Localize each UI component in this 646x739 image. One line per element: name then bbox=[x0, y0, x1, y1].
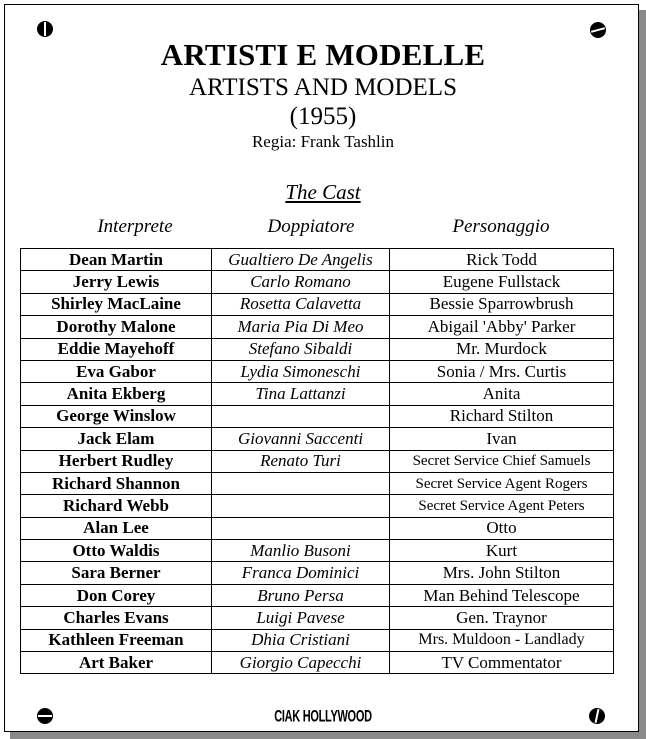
role-cell: Rick Todd bbox=[390, 249, 614, 271]
dubber-cell bbox=[212, 405, 390, 427]
dubber-cell: Giovanni Saccenti bbox=[212, 428, 390, 450]
actor-cell: Jerry Lewis bbox=[21, 271, 212, 293]
table-row bbox=[21, 383, 614, 405]
role-cell: Secret Service Chief Samuels bbox=[390, 450, 614, 472]
cast-table-body bbox=[21, 249, 614, 674]
actor-cell: Eva Gabor bbox=[21, 360, 212, 382]
table-row bbox=[21, 360, 614, 382]
screw-icon bbox=[590, 22, 606, 38]
dubber-cell bbox=[212, 495, 390, 517]
table-row bbox=[21, 540, 614, 562]
role-cell: Mrs. John Stilton bbox=[390, 562, 614, 584]
actor-cell: Jack Elam bbox=[21, 428, 212, 450]
role-cell: TV Commentator bbox=[390, 652, 614, 674]
table-row bbox=[21, 652, 614, 674]
table-row bbox=[21, 338, 614, 360]
english-title: ARTISTS AND MODELS bbox=[189, 74, 457, 101]
dubber-cell: Gualtiero De Angelis bbox=[212, 249, 390, 271]
table-row bbox=[21, 607, 614, 629]
table-row bbox=[21, 472, 614, 494]
brand-logo: CIAK HOLLYWOOD bbox=[274, 708, 372, 726]
dubber-cell bbox=[212, 517, 390, 539]
actor-cell: Herbert Rudley bbox=[21, 450, 212, 472]
role-cell: Secret Service Agent Rogers bbox=[390, 472, 614, 494]
column-header-personaggio: Personaggio bbox=[452, 216, 550, 237]
table-row bbox=[21, 450, 614, 472]
actor-cell: Kathleen Freeman bbox=[21, 629, 212, 651]
table-row bbox=[21, 293, 614, 315]
role-cell: Sonia / Mrs. Curtis bbox=[390, 360, 614, 382]
screw-icon bbox=[37, 21, 53, 37]
actor-cell: Dean Martin bbox=[21, 249, 212, 271]
actor-cell: Don Corey bbox=[21, 584, 212, 606]
cast-heading-text: The Cast bbox=[285, 180, 361, 204]
dubber-cell: Lydia Simoneschi bbox=[212, 360, 390, 382]
actor-cell: Alan Lee bbox=[21, 517, 212, 539]
role-cell: Otto bbox=[390, 517, 614, 539]
actor-cell: Anita Ekberg bbox=[21, 383, 212, 405]
dubber-cell: Manlio Busoni bbox=[212, 540, 390, 562]
role-cell: Secret Service Agent Peters bbox=[390, 495, 614, 517]
dubber-cell bbox=[212, 472, 390, 494]
actor-cell: Otto Waldis bbox=[21, 540, 212, 562]
actor-cell: Richard Shannon bbox=[21, 472, 212, 494]
actor-cell: Dorothy Malone bbox=[21, 316, 212, 338]
dubber-cell: Tina Lattanzi bbox=[212, 383, 390, 405]
table-row bbox=[21, 629, 614, 651]
cast-table bbox=[20, 248, 614, 674]
role-cell: Gen. Traynor bbox=[390, 607, 614, 629]
actor-cell: Richard Webb bbox=[21, 495, 212, 517]
director-credit: Regia: Frank Tashlin bbox=[251, 132, 395, 151]
table-row bbox=[21, 316, 614, 338]
table-row bbox=[21, 271, 614, 293]
column-header-doppiatore: Doppiatore bbox=[267, 216, 355, 237]
dubber-cell: Carlo Romano bbox=[212, 271, 390, 293]
page-title: ARTISTI E MODELLE bbox=[160, 37, 486, 72]
dubber-cell: Renato Turi bbox=[212, 450, 390, 472]
actor-cell: Art Baker bbox=[21, 652, 212, 674]
role-cell: Mrs. Muldoon - Landlady bbox=[390, 629, 614, 651]
table-row bbox=[21, 405, 614, 427]
role-cell: Abigail 'Abby' Parker bbox=[390, 316, 614, 338]
table-row bbox=[21, 584, 614, 606]
dubber-cell: Rosetta Calavetta bbox=[212, 293, 390, 315]
role-cell: Man Behind Telescope bbox=[390, 584, 614, 606]
table-row bbox=[21, 495, 614, 517]
role-cell: Kurt bbox=[390, 540, 614, 562]
dubber-cell: Dhia Cristiani bbox=[212, 629, 390, 651]
role-cell: Anita bbox=[390, 383, 614, 405]
dubber-cell: Giorgio Capecchi bbox=[212, 652, 390, 674]
role-cell: Bessie Sparrowbrush bbox=[390, 293, 614, 315]
role-cell: Mr. Murdock bbox=[390, 338, 614, 360]
dubber-cell: Maria Pia Di Meo bbox=[212, 316, 390, 338]
table-row bbox=[21, 562, 614, 584]
table-row bbox=[21, 517, 614, 539]
actor-cell: George Winslow bbox=[21, 405, 212, 427]
dubber-cell: Franca Dominici bbox=[212, 562, 390, 584]
role-cell: Richard Stilton bbox=[390, 405, 614, 427]
cast-heading bbox=[0, 180, 646, 205]
actor-cell: Charles Evans bbox=[21, 607, 212, 629]
actor-cell: Shirley MacLaine bbox=[21, 293, 212, 315]
actor-cell: Eddie Mayehoff bbox=[21, 338, 212, 360]
dubber-cell: Stefano Sibaldi bbox=[212, 338, 390, 360]
role-cell: Ivan bbox=[390, 428, 614, 450]
column-header-interprete: Interprete bbox=[97, 216, 173, 237]
actor-cell: Sara Berner bbox=[21, 562, 212, 584]
dubber-cell: Luigi Pavese bbox=[212, 607, 390, 629]
role-cell: Eugene Fullstack bbox=[390, 271, 614, 293]
release-year: (1955) bbox=[289, 103, 357, 130]
dubber-cell: Bruno Persa bbox=[212, 584, 390, 606]
table-row bbox=[21, 428, 614, 450]
table-row bbox=[21, 249, 614, 271]
